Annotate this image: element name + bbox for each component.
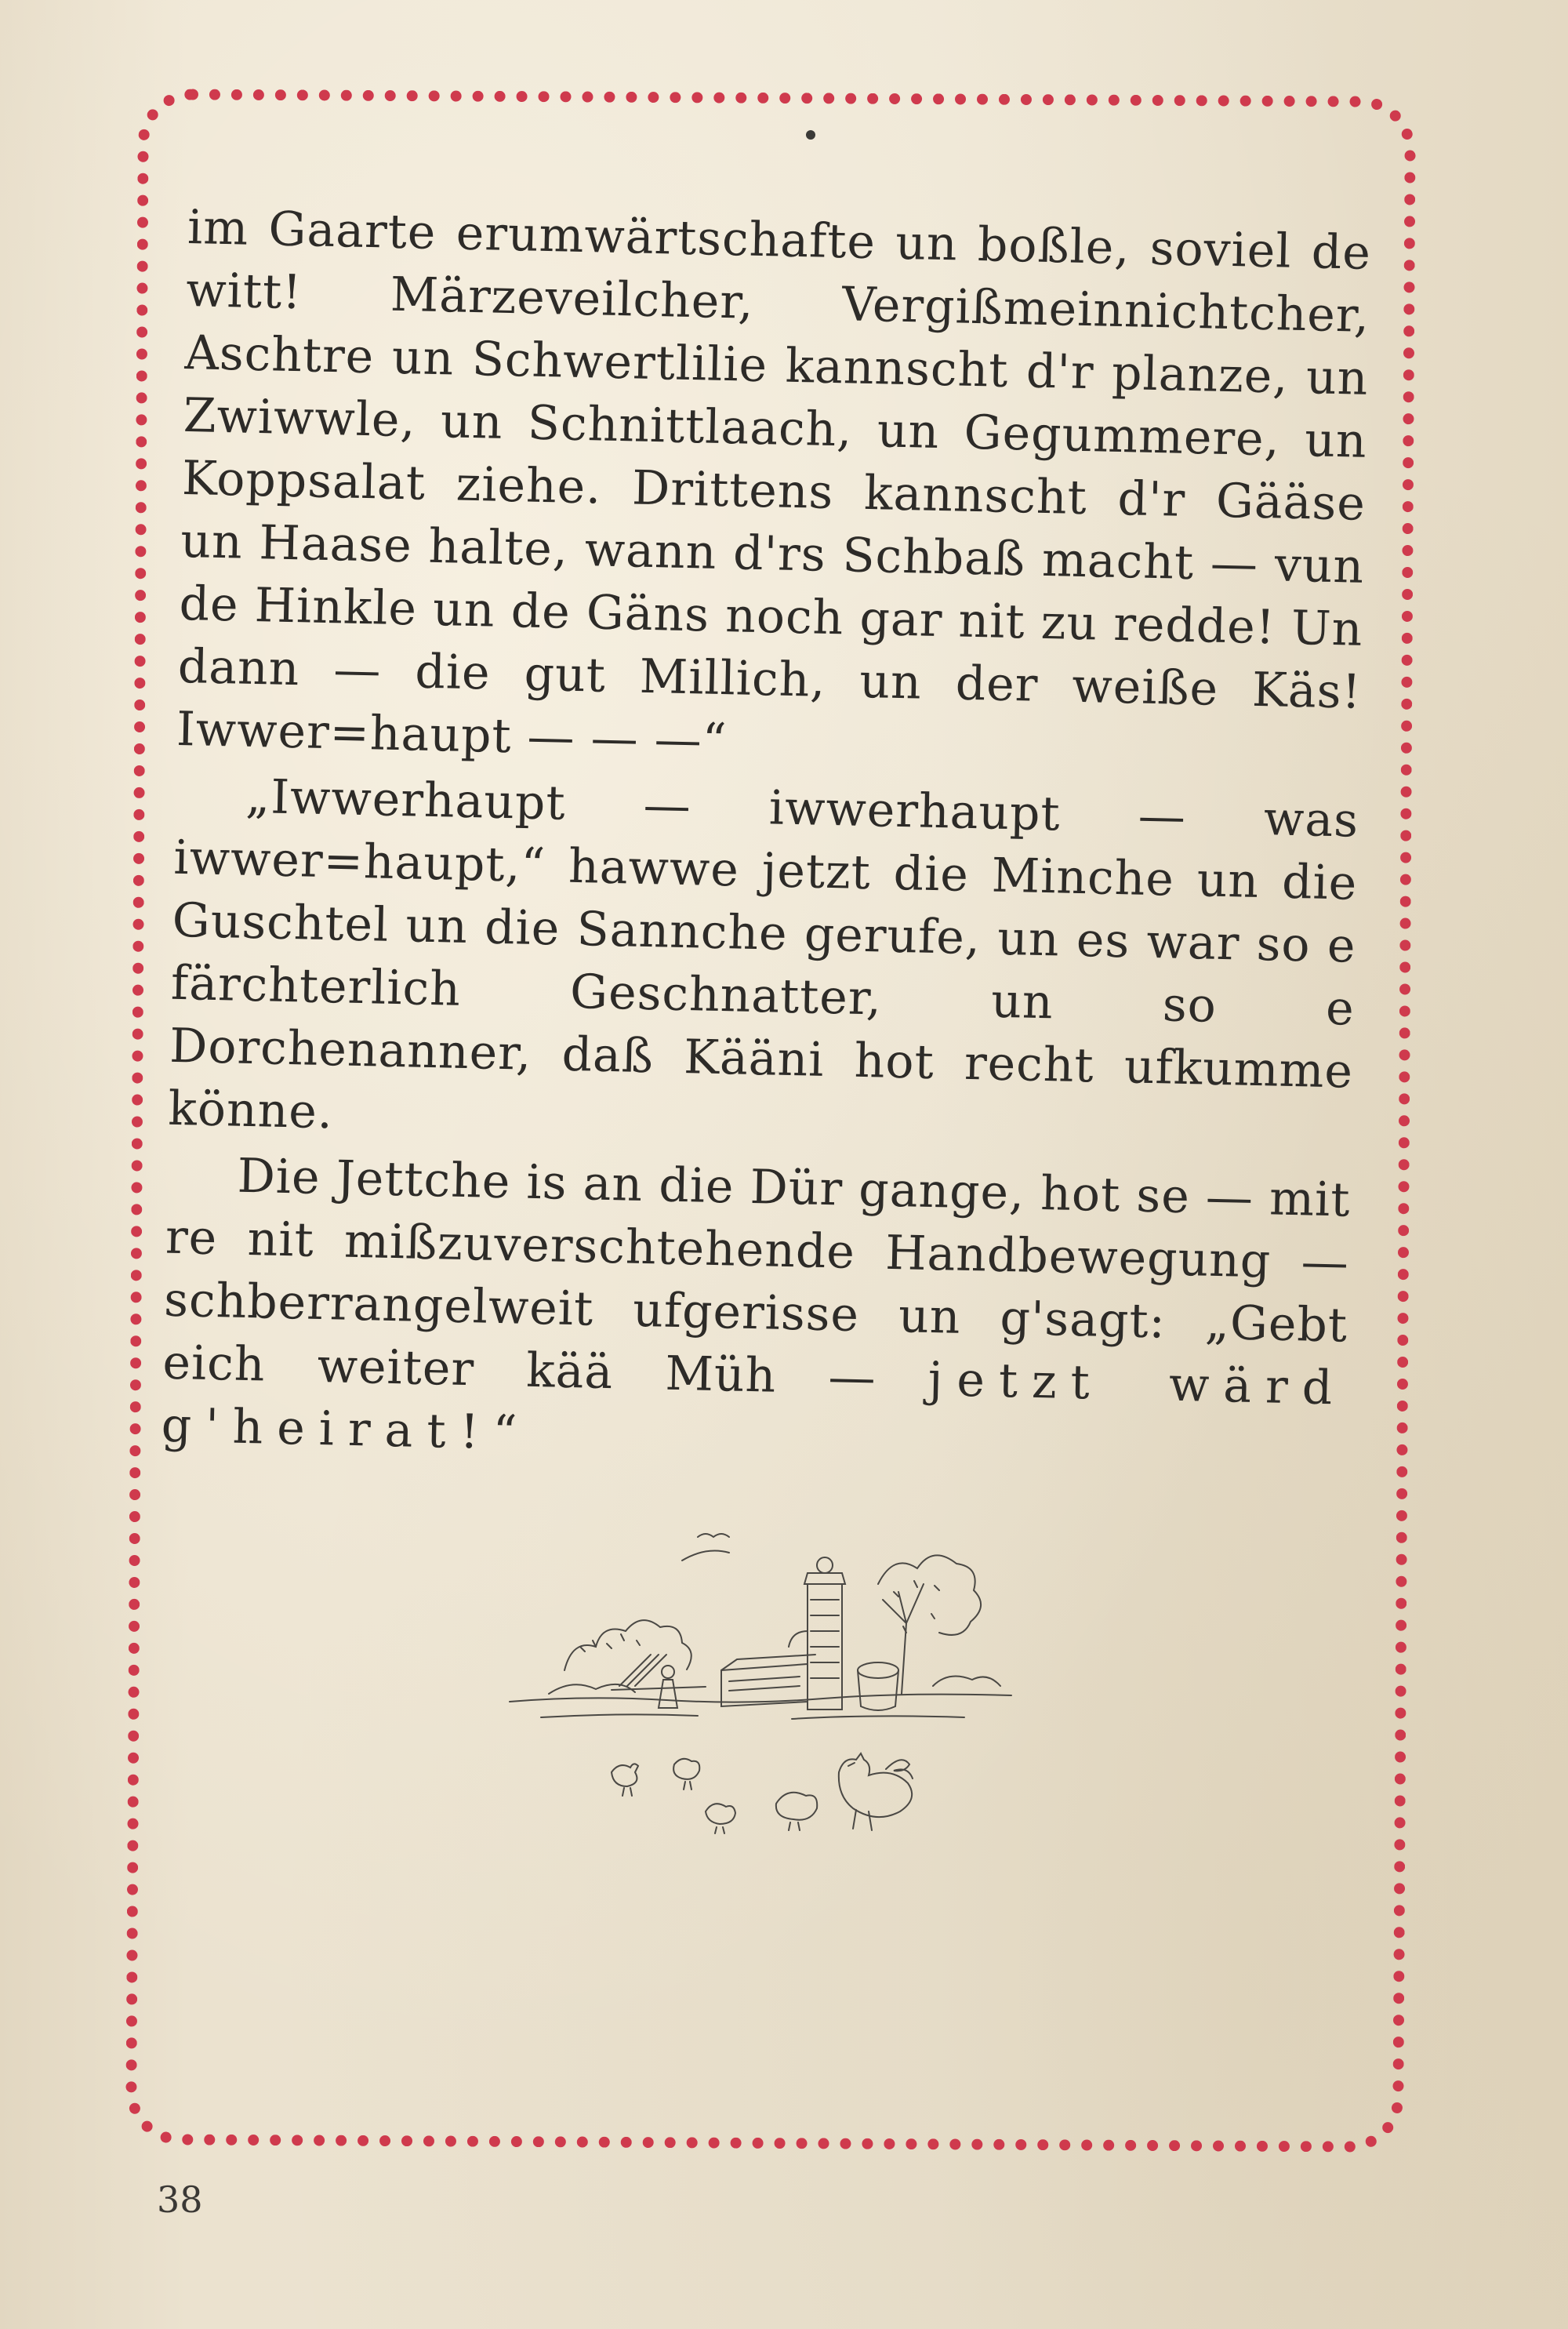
body-text [161,196,1372,1483]
ornament-dot [806,130,815,140]
paragraph-2: „Iwwerhaupt — iwwerhaupt — was iwwer=haupt,“ hawwe jetzt die Minche un die Guschtel un die Sannche gerufe, un es war so e färchterlich Geschnatter, un so e Dorchenanner, daß Kääni hot recht ufkumme könne. [167,768,1359,1140]
farmyard-illustration [494,1490,1027,1851]
paragraph-3-spaced-text: jetzt wärd g'heirat!“ [161,1351,1347,1461]
paragraph-3 [161,1143,1351,1483]
page-number: 38 [157,2178,203,2221]
paragraph-3-text: Die Jettche is an die Dür gange, hot se — mit re nit mißzuverschtehende Handbewegung — schberrangelweit ufgerisse un g'sagt: „Gebt eich weiter kää Müh — [162,1148,1352,1407]
paragraph-1: im Gaarte erumwärtschafte un boßle, soviel de witt! Märzeveilcher, Vergißmeinnichtcher, Aschtre un Schwertlilie kannscht d'r planze, un Zwiwwle, un Schnittlaach, un Gegummere, un Koppsalat ziehe. Drittens kannscht d'r Gääse un Haase halte, wann d'rs Schbaß macht — vun de Hinkle un de Gäns noch gar nit zu redde! Un dann — die gut Millich, un der weiße Käs! Iwwer=haupt — — —“ [176,199,1372,769]
